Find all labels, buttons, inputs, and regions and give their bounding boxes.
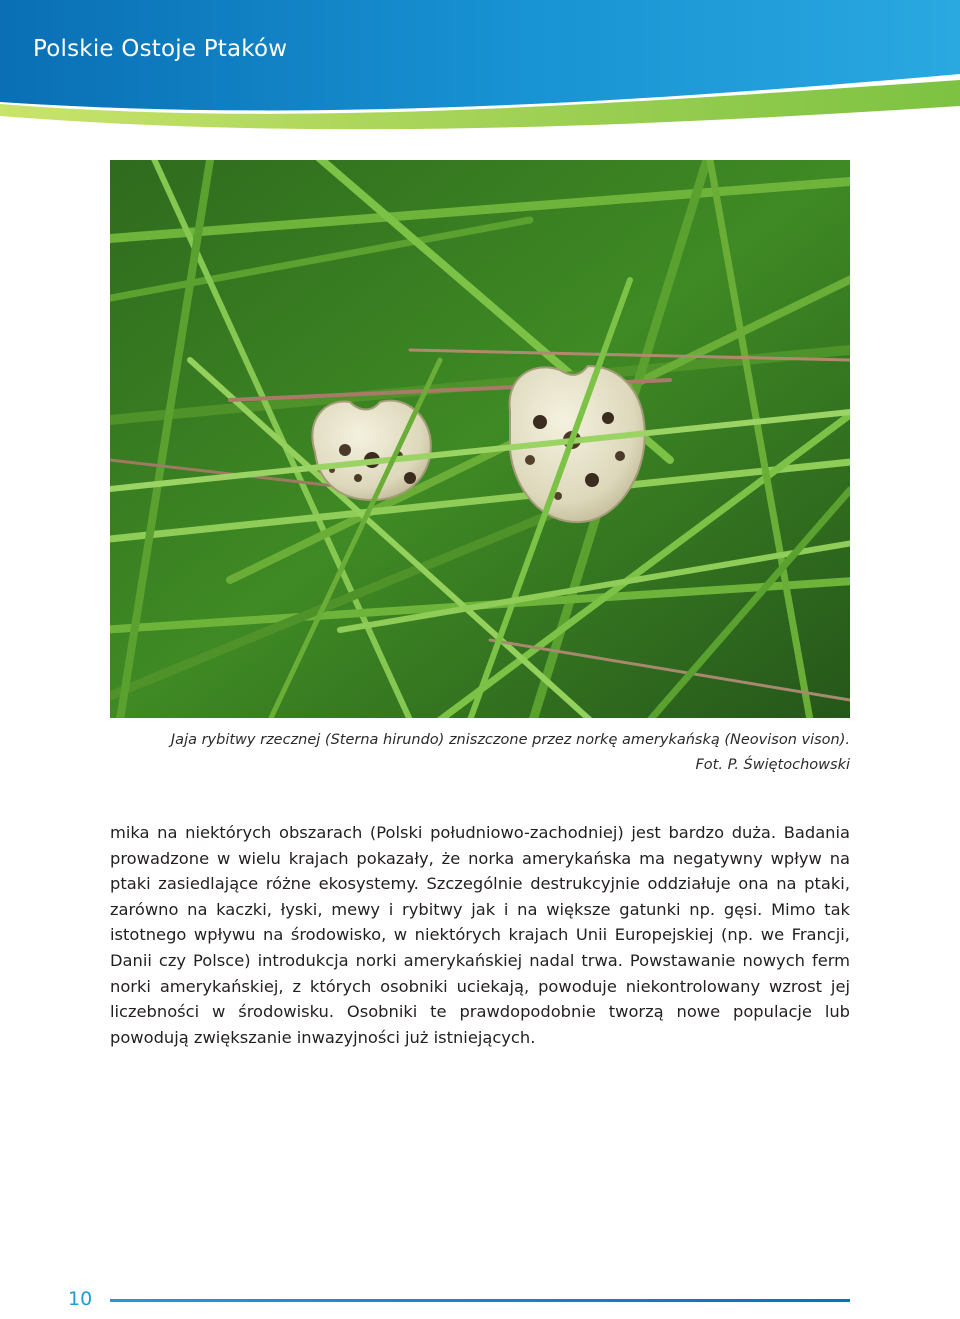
grass-background	[110, 160, 850, 718]
photo-caption	[110, 728, 850, 778]
header-title: Polskie Ostoje Ptaków	[33, 36, 288, 62]
body-paragraph: mika na niektórych obszarach (Polski południowo-zachodniej) jest bardzo duża. Badania prowadzone w wielu krajach pokazały, że norka amerykańska ma negatywny wpływ na ptaki zasiedlające różne ekosystemy. Szczególnie destrukcyjnie oddziałuje ona na ptaki, zarówno na kaczki, łyski, mewy i rybitwy jak i na większe gatunki np. gęsi. Mimo tak istotnego wpływu na środowisko, w niektórych krajach Unii Europejskiej (np. we Francji, Danii czy Polsce) introdukcja norki amerykańskiej nadal trwa. Powstawanie nowych ferm norki amerykańskiej, z których osobniki uciekają, powoduje niekontrolowany wzrost jej liczebności w środowisku. Osobniki te prawdopodobnie tworzą nowe populacje lub powodują zwiększanie inwazyjności już istniejących.	[110, 823, 850, 1047]
header-banner-graphic	[0, 0, 960, 130]
footer-divider-line	[110, 1299, 850, 1302]
page-header	[0, 0, 960, 130]
page-number: 10	[68, 1288, 93, 1310]
article-body	[110, 820, 850, 1050]
eggs-photo	[110, 160, 850, 718]
caption-description: Jaja rybitwy rzecznej (Sterna hirundo) zniszczone przez norkę amerykańską (Neovison vison).	[170, 732, 850, 748]
caption-photo-credit: Fot. P. Świętochowski	[695, 757, 850, 773]
